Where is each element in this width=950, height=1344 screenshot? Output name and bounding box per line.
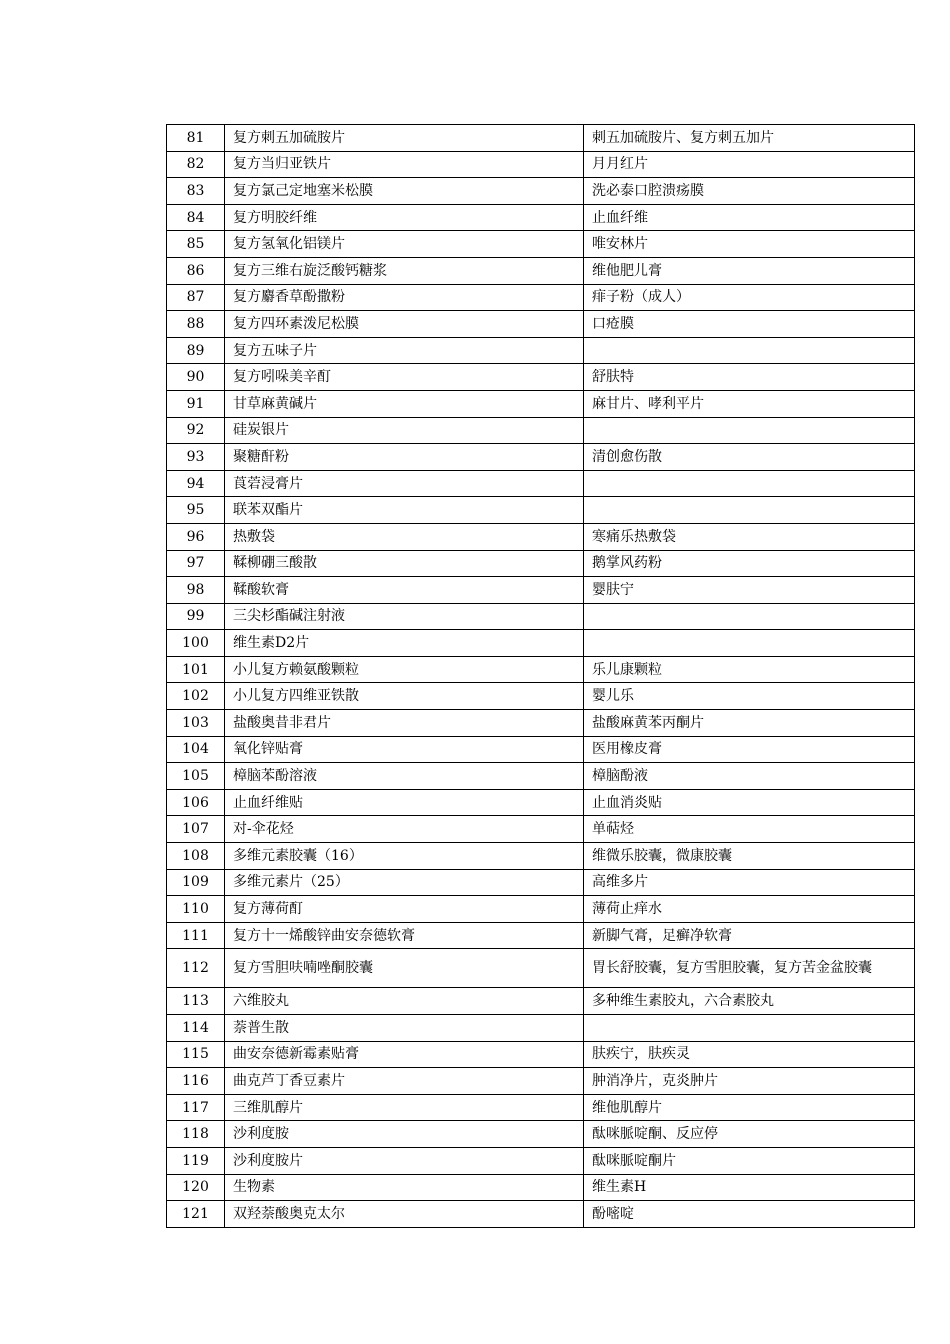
drug-alias bbox=[584, 497, 915, 524]
drug-alias bbox=[584, 630, 915, 657]
drug-name: 萘普生散 bbox=[225, 1015, 584, 1042]
drug-alias: 口疮膜 bbox=[584, 311, 915, 338]
drug-alias: 维他肌醇片 bbox=[584, 1094, 915, 1121]
drug-alias: 医用橡皮膏 bbox=[584, 736, 915, 763]
table-row bbox=[167, 390, 915, 417]
row-number: 103 bbox=[167, 710, 225, 737]
drug-name: 复方氢氧化铝镁片 bbox=[225, 231, 584, 258]
table-row bbox=[167, 550, 915, 577]
drug-alias: 新脚气膏，足癣净软膏 bbox=[584, 922, 915, 949]
drug-name: 双羟萘酸奥克太尔 bbox=[225, 1201, 584, 1228]
table-row bbox=[167, 1041, 915, 1068]
drug-alias: 月月红片 bbox=[584, 151, 915, 178]
drug-alias: 肿消净片，克炎肿片 bbox=[584, 1068, 915, 1095]
table-row bbox=[167, 178, 915, 205]
row-number: 88 bbox=[167, 311, 225, 338]
row-number: 114 bbox=[167, 1015, 225, 1042]
drug-name: 复方氯己定地塞米松膜 bbox=[225, 178, 584, 205]
drug-alias: 单萜烃 bbox=[584, 816, 915, 843]
table-row bbox=[167, 1015, 915, 1042]
drug-name: 氧化锌贴膏 bbox=[225, 736, 584, 763]
table-row bbox=[167, 231, 915, 258]
drug-name: 莨菪浸膏片 bbox=[225, 470, 584, 497]
drug-name: 生物素 bbox=[225, 1174, 584, 1201]
drug-alias: 唯安林片 bbox=[584, 231, 915, 258]
drug-alias: 维生素H bbox=[584, 1174, 915, 1201]
drug-alias: 痱子粉（成人） bbox=[584, 284, 915, 311]
drug-name: 复方薄荷酊 bbox=[225, 896, 584, 923]
drug-name-table bbox=[166, 124, 915, 1228]
drug-name: 复方十一烯酸锌曲安奈德软膏 bbox=[225, 922, 584, 949]
table-row bbox=[167, 736, 915, 763]
table-row bbox=[167, 683, 915, 710]
table-row bbox=[167, 125, 915, 152]
drug-alias bbox=[584, 417, 915, 444]
table-row bbox=[167, 656, 915, 683]
drug-alias: 多种维生素胶丸，六合素胶丸 bbox=[584, 988, 915, 1015]
row-number: 81 bbox=[167, 125, 225, 152]
row-number: 107 bbox=[167, 816, 225, 843]
drug-alias: 肤疾宁，肤疾灵 bbox=[584, 1041, 915, 1068]
drug-name: 多维元素片（25） bbox=[225, 869, 584, 896]
table-row bbox=[167, 444, 915, 471]
row-number: 96 bbox=[167, 523, 225, 550]
drug-name: 复方麝香草酚撒粉 bbox=[225, 284, 584, 311]
row-number: 112 bbox=[167, 949, 225, 988]
table-row bbox=[167, 1147, 915, 1174]
row-number: 97 bbox=[167, 550, 225, 577]
row-number: 82 bbox=[167, 151, 225, 178]
drug-alias: 维微乐胶囊，微康胶囊 bbox=[584, 843, 915, 870]
drug-alias: 婴儿乐 bbox=[584, 683, 915, 710]
row-number: 110 bbox=[167, 896, 225, 923]
drug-name: 复方雪胆呋喃唑酮胶囊 bbox=[225, 949, 584, 988]
drug-alias: 鹅掌风药粉 bbox=[584, 550, 915, 577]
drug-name: 复方明胶纤维 bbox=[225, 204, 584, 231]
drug-name: 维生素D2片 bbox=[225, 630, 584, 657]
drug-alias: 酞咪脈啶酮、反应停 bbox=[584, 1121, 915, 1148]
row-number: 104 bbox=[167, 736, 225, 763]
row-number: 101 bbox=[167, 656, 225, 683]
drug-name: 三维肌醇片 bbox=[225, 1094, 584, 1121]
drug-name: 沙利度胺 bbox=[225, 1121, 584, 1148]
drug-name: 樟脑苯酚溶液 bbox=[225, 763, 584, 790]
row-number: 86 bbox=[167, 257, 225, 284]
table-row bbox=[167, 497, 915, 524]
table-row bbox=[167, 988, 915, 1015]
row-number: 91 bbox=[167, 390, 225, 417]
drug-alias: 樟脑酚液 bbox=[584, 763, 915, 790]
row-number: 90 bbox=[167, 364, 225, 391]
drug-name: 硅炭银片 bbox=[225, 417, 584, 444]
row-number: 106 bbox=[167, 789, 225, 816]
drug-alias: 盐酸麻黄苯丙酮片 bbox=[584, 710, 915, 737]
drug-name: 三尖杉酯碱注射液 bbox=[225, 603, 584, 630]
row-number: 118 bbox=[167, 1121, 225, 1148]
table-row bbox=[167, 710, 915, 737]
drug-alias: 酞咪脈啶酮片 bbox=[584, 1147, 915, 1174]
drug-name: 多维元素胶囊（16） bbox=[225, 843, 584, 870]
row-number: 102 bbox=[167, 683, 225, 710]
row-number: 121 bbox=[167, 1201, 225, 1228]
table-row bbox=[167, 1068, 915, 1095]
drug-alias: 胃长舒胶囊，复方雪胆胶囊，复方苦金盆胶囊 bbox=[584, 949, 915, 988]
row-number: 85 bbox=[167, 231, 225, 258]
drug-name: 热敷袋 bbox=[225, 523, 584, 550]
row-number: 92 bbox=[167, 417, 225, 444]
row-number: 95 bbox=[167, 497, 225, 524]
drug-name: 曲克芦丁香豆素片 bbox=[225, 1068, 584, 1095]
table-row bbox=[167, 1174, 915, 1201]
row-number: 94 bbox=[167, 470, 225, 497]
table-row bbox=[167, 922, 915, 949]
table-row bbox=[167, 577, 915, 604]
table-body bbox=[167, 125, 915, 1228]
row-number: 111 bbox=[167, 922, 225, 949]
drug-alias: 高维多片 bbox=[584, 869, 915, 896]
table-row bbox=[167, 523, 915, 550]
table-row bbox=[167, 1094, 915, 1121]
drug-alias bbox=[584, 337, 915, 364]
drug-name: 对-伞花烃 bbox=[225, 816, 584, 843]
table-row bbox=[167, 417, 915, 444]
drug-name: 小儿复方赖氨酸颗粒 bbox=[225, 656, 584, 683]
table-row bbox=[167, 1201, 915, 1228]
drug-name: 小儿复方四维亚铁散 bbox=[225, 683, 584, 710]
table-row bbox=[167, 630, 915, 657]
drug-name: 止血纤维贴 bbox=[225, 789, 584, 816]
table-row bbox=[167, 816, 915, 843]
drug-name: 曲安奈德新霉素贴膏 bbox=[225, 1041, 584, 1068]
table-row bbox=[167, 470, 915, 497]
row-number: 117 bbox=[167, 1094, 225, 1121]
table-row bbox=[167, 151, 915, 178]
drug-name: 复方当归亚铁片 bbox=[225, 151, 584, 178]
row-number: 119 bbox=[167, 1147, 225, 1174]
drug-alias: 刺五加硫胺片、复方刺五加片 bbox=[584, 125, 915, 152]
drug-alias: 酚嘧啶 bbox=[584, 1201, 915, 1228]
row-number: 87 bbox=[167, 284, 225, 311]
row-number: 93 bbox=[167, 444, 225, 471]
drug-alias: 舒肤特 bbox=[584, 364, 915, 391]
drug-name: 聚糖酐粉 bbox=[225, 444, 584, 471]
row-number: 115 bbox=[167, 1041, 225, 1068]
drug-name: 盐酸奥昔非君片 bbox=[225, 710, 584, 737]
drug-alias: 清创愈伤散 bbox=[584, 444, 915, 471]
table-row bbox=[167, 949, 915, 988]
table-row bbox=[167, 763, 915, 790]
drug-name: 六维胶丸 bbox=[225, 988, 584, 1015]
row-number: 84 bbox=[167, 204, 225, 231]
drug-name: 复方吲哚美辛酊 bbox=[225, 364, 584, 391]
row-number: 99 bbox=[167, 603, 225, 630]
table-row bbox=[167, 896, 915, 923]
table-row bbox=[167, 337, 915, 364]
drug-name: 鞣酸软膏 bbox=[225, 577, 584, 604]
row-number: 89 bbox=[167, 337, 225, 364]
drug-alias bbox=[584, 1015, 915, 1042]
table-row bbox=[167, 869, 915, 896]
drug-name: 复方三维右旋泛酸钙糖浆 bbox=[225, 257, 584, 284]
drug-alias: 洗必泰口腔溃疡膜 bbox=[584, 178, 915, 205]
drug-alias: 维他肥儿膏 bbox=[584, 257, 915, 284]
drug-name: 复方五味子片 bbox=[225, 337, 584, 364]
drug-name: 联苯双酯片 bbox=[225, 497, 584, 524]
table-row bbox=[167, 603, 915, 630]
drug-name: 甘草麻黄碱片 bbox=[225, 390, 584, 417]
drug-name: 复方刺五加硫胺片 bbox=[225, 125, 584, 152]
drug-name: 复方四环素泼尼松膜 bbox=[225, 311, 584, 338]
row-number: 83 bbox=[167, 178, 225, 205]
drug-alias: 止血纤维 bbox=[584, 204, 915, 231]
row-number: 105 bbox=[167, 763, 225, 790]
drug-alias: 寒痛乐热敷袋 bbox=[584, 523, 915, 550]
row-number: 120 bbox=[167, 1174, 225, 1201]
row-number: 116 bbox=[167, 1068, 225, 1095]
drug-name: 沙利度胺片 bbox=[225, 1147, 584, 1174]
drug-alias bbox=[584, 470, 915, 497]
drug-name: 鞣柳硼三酸散 bbox=[225, 550, 584, 577]
table-row bbox=[167, 311, 915, 338]
drug-alias bbox=[584, 603, 915, 630]
table-row bbox=[167, 257, 915, 284]
row-number: 100 bbox=[167, 630, 225, 657]
drug-alias: 乐儿康颗粒 bbox=[584, 656, 915, 683]
table-row bbox=[167, 204, 915, 231]
table-row bbox=[167, 843, 915, 870]
table-row bbox=[167, 364, 915, 391]
table-row bbox=[167, 1121, 915, 1148]
row-number: 113 bbox=[167, 988, 225, 1015]
row-number: 108 bbox=[167, 843, 225, 870]
row-number: 98 bbox=[167, 577, 225, 604]
table-row bbox=[167, 284, 915, 311]
drug-alias: 婴肤宁 bbox=[584, 577, 915, 604]
table-row bbox=[167, 789, 915, 816]
drug-alias: 止血消炎贴 bbox=[584, 789, 915, 816]
drug-alias: 麻甘片、哮利平片 bbox=[584, 390, 915, 417]
drug-alias: 薄荷止痒水 bbox=[584, 896, 915, 923]
row-number: 109 bbox=[167, 869, 225, 896]
